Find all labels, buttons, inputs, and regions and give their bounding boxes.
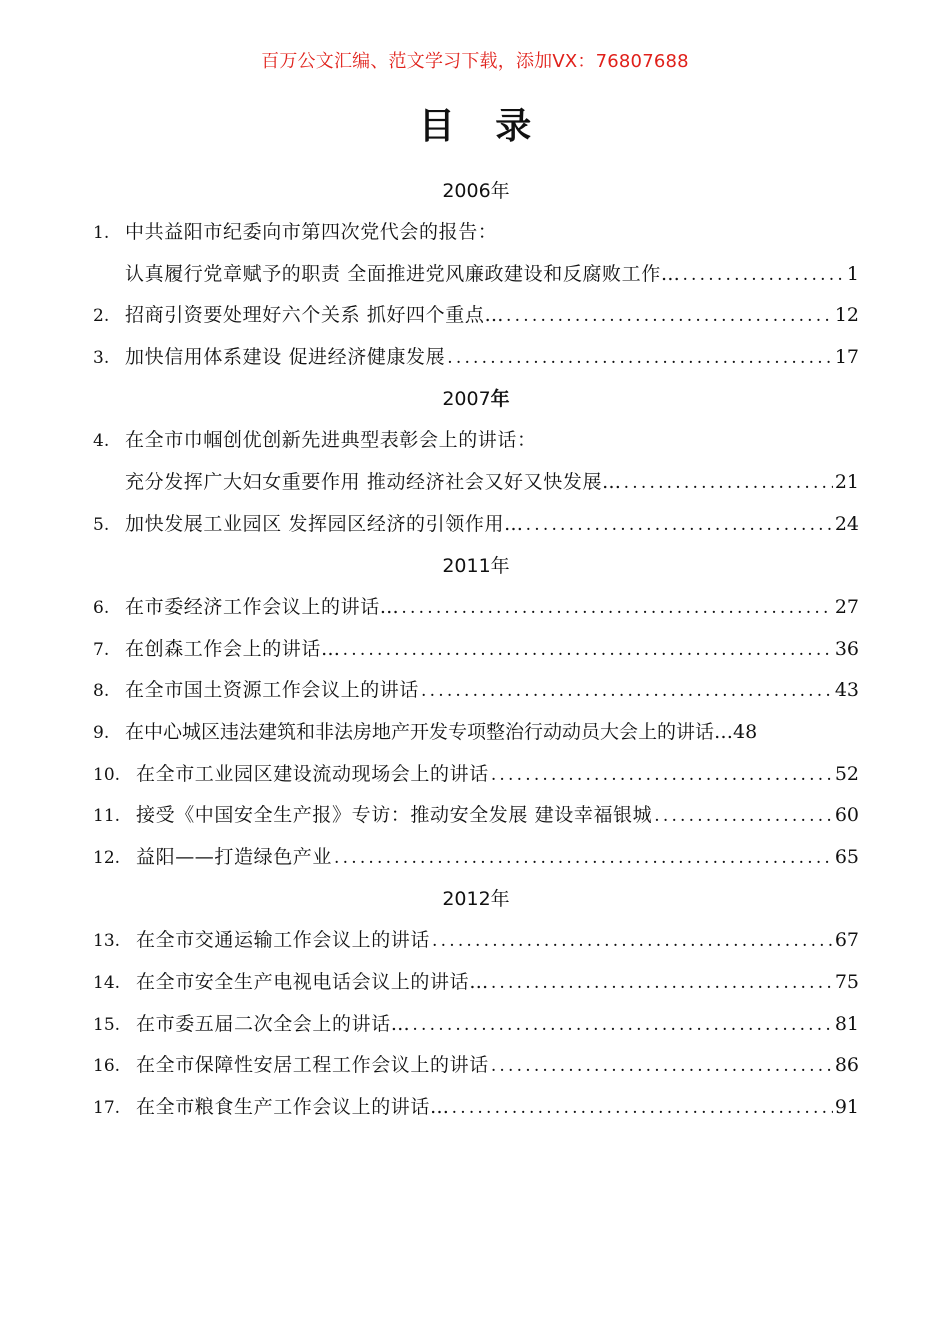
entry-number: 15. bbox=[93, 1014, 121, 1035]
entry-page-number: 81 bbox=[834, 1012, 859, 1035]
entry-title: 中共益阳市纪委向市第四次党代会的报告： bbox=[125, 221, 498, 243]
entry-subtitle: 认真履行党章赋予的职责 全面推进党风廉政建设和反腐败工作… bbox=[125, 262, 681, 285]
entry-title: 接受《中国安全生产报》专访：推动安全发展 建设幸福银城 bbox=[136, 804, 653, 827]
entry-title: 在创森工作会上的讲话… bbox=[125, 637, 341, 660]
entry-page-number: 86 bbox=[834, 1054, 859, 1077]
dot-leader bbox=[526, 505, 833, 547]
year-number: 2006 bbox=[442, 180, 491, 202]
table-of-contents bbox=[93, 170, 859, 1128]
entry-page-number: 24 bbox=[834, 512, 859, 535]
entry-number: 4. bbox=[93, 431, 110, 452]
entry-title: 加快发展工业园区 发挥园区经济的引领作用… bbox=[125, 512, 524, 535]
entry-title: 在中心城区违法建筑和非法房地产开发专项整治行动动员大会上的讲话… bbox=[125, 720, 734, 743]
year-number: 2011 bbox=[442, 555, 491, 578]
entry-page-number: 48 bbox=[733, 720, 758, 743]
entry-page-number: 67 bbox=[834, 929, 859, 952]
entry-title: 在全市粮食生产工作会议上的讲话… bbox=[136, 1095, 450, 1118]
entry-number: 16. bbox=[93, 1056, 121, 1077]
entry-page-number: 36 bbox=[834, 637, 859, 660]
dot-leader bbox=[654, 796, 833, 838]
entry-page-number: 17 bbox=[834, 345, 859, 368]
page-title: 目 录 bbox=[418, 106, 546, 147]
dot-leader bbox=[432, 921, 833, 963]
entry-title: 在全市交通运输工作会议上的讲话 bbox=[136, 929, 431, 952]
entry-page-number: 21 bbox=[834, 470, 859, 493]
dot-leader bbox=[401, 588, 832, 630]
toc-entry-11[interactable] bbox=[93, 795, 859, 837]
toc-entry-15[interactable] bbox=[93, 1004, 859, 1046]
toc-entry-7[interactable] bbox=[93, 629, 859, 671]
watermark-text: 百万公文汇编、范文学习下载，添加VX：76807688 bbox=[261, 51, 689, 72]
entry-number: 9. bbox=[93, 722, 110, 743]
dot-leader bbox=[491, 1046, 833, 1088]
entry-number: 13. bbox=[93, 931, 121, 952]
dot-leader bbox=[421, 671, 833, 713]
entry-number: 10. bbox=[93, 764, 121, 785]
entry-title: 在市委五届二次全会上的讲话… bbox=[136, 1012, 411, 1035]
entry-title: 加快信用体系建设 促进经济健康发展 bbox=[125, 345, 446, 368]
year-unit: 年 bbox=[490, 388, 510, 411]
year-heading-2007 bbox=[93, 378, 859, 420]
entry-title: 在市委经济工作会议上的讲话… bbox=[125, 596, 400, 619]
toc-entry-4-subtitle[interactable] bbox=[93, 462, 859, 504]
dot-leader bbox=[447, 338, 833, 380]
entry-page-number: 43 bbox=[834, 679, 859, 702]
entry-number: 17. bbox=[93, 1097, 121, 1118]
entry-title: 益阳——打造绿色产业 bbox=[136, 845, 333, 868]
toc-entry-8[interactable] bbox=[93, 670, 859, 712]
entry-page-number: 52 bbox=[834, 762, 859, 785]
toc-entry-17[interactable] bbox=[93, 1087, 859, 1129]
entry-page-number: 12 bbox=[834, 304, 859, 327]
toc-entry-5[interactable] bbox=[93, 504, 859, 546]
toc-entry-1-subtitle[interactable] bbox=[93, 254, 859, 296]
entry-title: 招商引资要处理好六个关系 抓好四个重点… bbox=[125, 304, 505, 327]
entry-page-number: 60 bbox=[834, 804, 859, 827]
entry-page-number: 27 bbox=[834, 596, 859, 619]
toc-entry-4[interactable] bbox=[93, 420, 859, 462]
entry-page-number: 1 bbox=[846, 262, 859, 285]
dot-leader bbox=[343, 630, 833, 672]
entry-title: 在全市国土资源工作会议上的讲话 bbox=[125, 679, 420, 702]
entry-number: 14. bbox=[93, 972, 121, 993]
entry-title: 在全市巾帼创优创新先进典型表彰会上的讲话： bbox=[125, 429, 537, 452]
toc-entry-16[interactable] bbox=[93, 1045, 859, 1087]
entry-number: 12. bbox=[93, 847, 121, 868]
year-unit: 年 bbox=[490, 888, 510, 911]
dot-leader bbox=[491, 963, 833, 1005]
dot-leader bbox=[412, 1005, 832, 1047]
entry-number: 6. bbox=[93, 598, 110, 619]
toc-entry-3[interactable] bbox=[93, 337, 859, 379]
year-unit: 年 bbox=[490, 555, 510, 578]
entry-subtitle: 充分发挥广大妇女重要作用 推动经济社会又好又快发展… bbox=[125, 470, 622, 493]
toc-entry-2[interactable] bbox=[93, 295, 859, 337]
entry-title: 在全市安全生产电视电话会议上的讲话… bbox=[136, 970, 489, 993]
toc-entry-14[interactable] bbox=[93, 962, 859, 1004]
entry-number: 8. bbox=[93, 681, 110, 702]
year-heading-2006 bbox=[93, 170, 859, 212]
dot-leader bbox=[334, 838, 833, 880]
entry-title: 在全市保障性安居工程工作会议上的讲话 bbox=[136, 1054, 489, 1077]
year-heading-2011 bbox=[93, 545, 859, 587]
entry-number: 3. bbox=[93, 347, 110, 368]
entry-page-number: 91 bbox=[834, 1095, 859, 1118]
year-heading-2012 bbox=[93, 878, 859, 920]
year-number: 2007 bbox=[442, 388, 491, 411]
dot-leader bbox=[624, 463, 833, 505]
toc-entry-12[interactable] bbox=[93, 837, 859, 879]
toc-entry-1[interactable] bbox=[93, 212, 859, 254]
dot-leader bbox=[452, 1088, 833, 1130]
year-unit: 年 bbox=[490, 180, 510, 202]
entry-number: 5. bbox=[93, 514, 110, 535]
year-number: 2012 bbox=[442, 888, 491, 911]
dot-leader bbox=[682, 255, 844, 297]
dot-leader bbox=[491, 755, 833, 797]
entry-page-number: 75 bbox=[834, 970, 859, 993]
dot-leader bbox=[506, 296, 833, 338]
toc-entry-13[interactable] bbox=[93, 920, 859, 962]
entry-number: 7. bbox=[93, 639, 110, 660]
entry-title: 在全市工业园区建设流动现场会上的讲话 bbox=[136, 762, 489, 785]
entry-page-number: 65 bbox=[834, 845, 859, 868]
entry-number: 1. bbox=[93, 223, 110, 243]
toc-entry-9[interactable] bbox=[93, 712, 859, 754]
entry-number: 11. bbox=[93, 806, 121, 827]
toc-entry-10[interactable] bbox=[93, 754, 859, 796]
entry-number: 2. bbox=[93, 306, 110, 327]
toc-entry-6[interactable] bbox=[93, 587, 859, 629]
